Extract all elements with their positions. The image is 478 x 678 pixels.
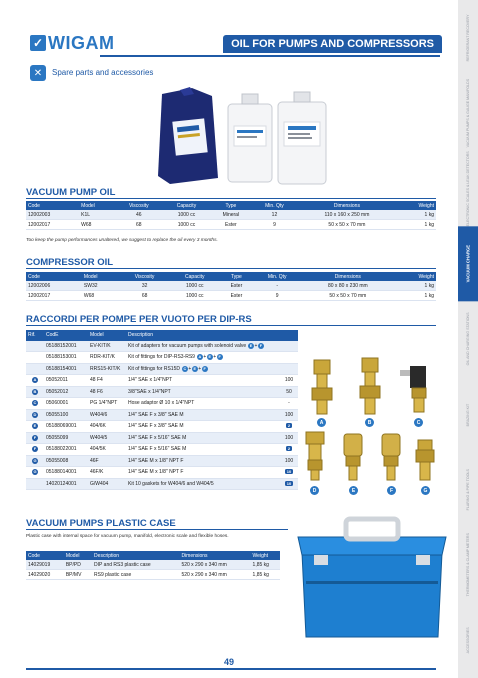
ref-letter-badge: C bbox=[33, 400, 37, 406]
cell-model: PG 1/4"NPT bbox=[88, 398, 126, 410]
kit-part-badge: E bbox=[249, 343, 253, 348]
cell-qty: - bbox=[280, 398, 298, 410]
ref-letter-badge: E bbox=[33, 423, 37, 429]
col-description: Description bbox=[92, 551, 179, 560]
page-title: OIL FOR PUMPS AND COMPRESSORS bbox=[223, 35, 442, 53]
cell-model: 404/6K bbox=[88, 421, 126, 433]
table-row bbox=[26, 220, 436, 230]
col-model: Model bbox=[88, 330, 126, 341]
cell-model: 404/5K bbox=[88, 444, 126, 456]
ref-letter-badge: D bbox=[33, 411, 37, 417]
fitting-a bbox=[312, 360, 332, 414]
cell-qty: 100 bbox=[280, 455, 298, 467]
ref-letter-badge: B bbox=[33, 388, 37, 394]
wigam-logo-icon: ✓ bbox=[30, 35, 46, 51]
col-viscosity: Viscosity bbox=[115, 201, 163, 210]
wrench-icon: ✕ bbox=[30, 65, 46, 81]
sidebar-tab[interactable]: REFRIGERANT RECOVERY bbox=[466, 14, 470, 62]
cell-viscosity: 68 bbox=[119, 291, 169, 301]
cell-capacity: 1000 cc bbox=[163, 210, 211, 220]
fitting-label-d: D bbox=[310, 486, 319, 495]
col-type: Type bbox=[220, 272, 253, 281]
cell-qty bbox=[280, 421, 298, 433]
cell-description: 3/8"SAE x 1/4"NPT bbox=[126, 386, 280, 398]
col-weight: Weight bbox=[394, 272, 436, 281]
plastic-case-description: Plastic case with internal space for vacuum pump, manifold, electronic scale and flexible hoses. bbox=[26, 534, 229, 539]
white-oil-can-1 bbox=[228, 94, 272, 182]
cell-code: 14029020 bbox=[26, 570, 64, 580]
table-row bbox=[26, 281, 436, 291]
blue-oil-jug bbox=[158, 87, 218, 184]
table-row bbox=[26, 386, 298, 398]
col-model: Model bbox=[64, 551, 92, 560]
cell-description: 1/4" SAE M x 1/8" NPT F bbox=[126, 455, 280, 467]
table-header-row bbox=[26, 330, 298, 341]
cell-rif bbox=[26, 375, 44, 387]
table-row bbox=[26, 444, 298, 456]
col-weight: Weight bbox=[251, 551, 280, 560]
page-title-bar bbox=[100, 35, 440, 57]
cell-rif bbox=[26, 409, 44, 421]
kit-part-badge: E bbox=[208, 355, 212, 360]
cell-weight: 1 kg bbox=[394, 281, 436, 291]
cell-rif bbox=[26, 363, 44, 375]
cell-code: 12002003 bbox=[26, 210, 79, 220]
cell-description: Kit of adapters for vacuum pumps with solenoid valve E + F bbox=[126, 341, 280, 352]
cell-model: EV-KIT/K bbox=[88, 341, 126, 352]
cell-model: W68 bbox=[82, 291, 120, 301]
cell-code: 14020124001 bbox=[44, 478, 88, 490]
cell-model: 46F/K bbox=[88, 467, 126, 479]
kit-part-badge: C bbox=[183, 366, 187, 371]
cell-weight: 1,85 kg bbox=[251, 570, 280, 580]
cell-rif bbox=[26, 421, 44, 433]
cell-rif bbox=[26, 341, 44, 352]
cell-qty: 100 bbox=[280, 375, 298, 387]
cell-capacity: 1000 cc bbox=[163, 220, 211, 230]
cell-code: 05052011 bbox=[44, 375, 88, 387]
fitting-c bbox=[400, 366, 426, 412]
cell-description: Kit of fittings for RS15D C + E + F bbox=[126, 363, 280, 375]
ref-letter-badge: G bbox=[33, 457, 37, 463]
col-description: Description bbox=[126, 330, 280, 341]
kit-part-badge: F bbox=[218, 355, 221, 360]
brand-name: WIGAM bbox=[48, 32, 115, 53]
cell-weight: 1 kg bbox=[394, 291, 436, 301]
cell-rif bbox=[26, 455, 44, 467]
fitting-label-g: G bbox=[421, 486, 430, 495]
fitting-d bbox=[306, 432, 324, 480]
col-rif: Rif. bbox=[26, 330, 44, 341]
cell-type: Ester bbox=[220, 291, 253, 301]
cell-description: 1/4" SAE F x 5/16" SAE M bbox=[126, 444, 280, 456]
table-row bbox=[26, 455, 298, 467]
sidebar-tab[interactable]: BRAZING KIT bbox=[466, 403, 470, 426]
col-viscosity: Viscosity bbox=[119, 272, 169, 281]
cell-description: RS9 plastic case bbox=[92, 570, 179, 580]
col-qty bbox=[280, 330, 298, 341]
cell-dimensions: 520 x 290 x 340 mm bbox=[179, 570, 250, 580]
cell-min-qty: 12 bbox=[252, 210, 298, 220]
table-row bbox=[26, 409, 298, 421]
cell-weight: 1,85 kg bbox=[251, 560, 280, 570]
cell-description: 1/4" SAE F x 5/16" SAE M bbox=[126, 432, 280, 444]
sidebar-tab[interactable]: ACCESSORIES bbox=[466, 627, 470, 654]
cell-description: 1/4" SAE M x 1/8" NPT F bbox=[126, 467, 280, 479]
cell-model: G/W404 bbox=[88, 478, 126, 490]
cell-code: 05055100 bbox=[44, 409, 88, 421]
compressor-oil-table bbox=[26, 272, 436, 301]
cell-model: BP/MV bbox=[64, 570, 92, 580]
col-weight: Weight bbox=[396, 201, 436, 210]
cell-code: 05060001 bbox=[44, 398, 88, 410]
cell-dimensions: 50 x 50 x 70 mm bbox=[301, 291, 394, 301]
cell-model: 46F bbox=[88, 455, 126, 467]
cell-description: 1/4" SAE F x 3/8" SAE M bbox=[126, 409, 280, 421]
cell-model: RRS15-KIT/K bbox=[88, 363, 126, 375]
table-row bbox=[26, 210, 436, 220]
pack-qty-badge: 10 bbox=[286, 469, 292, 475]
plastic-case-table bbox=[26, 551, 280, 580]
table-row bbox=[26, 432, 298, 444]
cell-qty: 50 bbox=[280, 386, 298, 398]
cell-model: W404/5 bbox=[88, 432, 126, 444]
cell-capacity: 1000 cc bbox=[170, 291, 220, 301]
pack-qty-badge: 2 bbox=[287, 446, 291, 452]
table-row bbox=[26, 398, 298, 410]
col-code: Code bbox=[26, 201, 79, 210]
cell-rif bbox=[26, 444, 44, 456]
cell-min-qty: 9 bbox=[253, 291, 301, 301]
cell-code: 05188152001 bbox=[44, 341, 88, 352]
cell-qty bbox=[280, 467, 298, 479]
compressor-oil-heading: COMPRESSOR OIL bbox=[26, 257, 436, 269]
cell-qty bbox=[280, 363, 298, 375]
cell-type: Mineral bbox=[210, 210, 251, 220]
cell-rif bbox=[26, 478, 44, 490]
col-capacity: Capacity bbox=[170, 272, 220, 281]
cell-min-qty: - bbox=[253, 281, 301, 291]
col-model: Model bbox=[82, 272, 120, 281]
cell-description: Kit 10 gaskets for W404/6 and W404/5 bbox=[126, 478, 280, 490]
cell-code: 05188153001 bbox=[44, 352, 88, 364]
table-row bbox=[26, 421, 298, 433]
cell-model: W404/6 bbox=[88, 409, 126, 421]
table-row bbox=[26, 478, 298, 490]
kit-part-badge: A bbox=[198, 355, 202, 360]
fitting-f bbox=[382, 434, 400, 480]
cell-code: 05188014001 bbox=[44, 467, 88, 479]
cell-description: 1/4" SAE F x 3/8" SAE M bbox=[126, 421, 280, 433]
cell-dimensions: 110 x 160 x 250 mm bbox=[297, 210, 396, 220]
col-code: CodE bbox=[44, 330, 88, 341]
col-capacity: Capacity bbox=[163, 201, 211, 210]
vacuum-pump-oil-heading: VACUUM PUMP OIL bbox=[26, 187, 436, 199]
cell-description: Kit of fittings for DIP-RS3-RS9 A + E + F bbox=[126, 352, 280, 364]
ref-letter-badge: F bbox=[33, 434, 37, 440]
cell-code: 05055008 bbox=[44, 455, 88, 467]
sidebar-tab[interactable]: VACUUM PUMPS & GAUGE MANIFOLDS bbox=[466, 78, 470, 148]
cell-code: 05052012 bbox=[44, 386, 88, 398]
cell-dimensions: 520 x 290 x 340 mm bbox=[179, 560, 250, 570]
white-oil-can-2 bbox=[278, 92, 326, 184]
kit-part-badge: F bbox=[203, 366, 206, 371]
fittings-photo bbox=[300, 340, 450, 500]
col-dimensions: Dimensions bbox=[301, 272, 394, 281]
chapter-sidebar bbox=[458, 0, 478, 678]
cell-model: K1L bbox=[79, 210, 115, 220]
cell-code: 12002017 bbox=[26, 220, 79, 230]
cell-model: RDR-KIT/K bbox=[88, 352, 126, 364]
cell-weight: 1 kg bbox=[396, 220, 436, 230]
col-code: Code bbox=[26, 551, 64, 560]
plastic-case-photo bbox=[292, 515, 452, 645]
fitting-label-c: C bbox=[414, 418, 423, 427]
col-model: Model bbox=[79, 201, 115, 210]
cell-weight: 1 kg bbox=[396, 210, 436, 220]
cell-rif bbox=[26, 352, 44, 364]
cell-description: DIP and RS3 plastic case bbox=[92, 560, 179, 570]
cell-code: 05188069001 bbox=[44, 421, 88, 433]
cell-rif bbox=[26, 432, 44, 444]
fitting-e bbox=[344, 434, 362, 480]
raccordi-heading: RACCORDI PER POMPE PER VUOTO PER DIP-RS bbox=[26, 314, 436, 326]
col-code: Code bbox=[26, 272, 82, 281]
table-row bbox=[26, 291, 436, 301]
cell-qty bbox=[280, 341, 298, 352]
cell-rif bbox=[26, 398, 44, 410]
fitting-label-a: A bbox=[317, 418, 326, 427]
raccordi-table bbox=[26, 330, 298, 490]
cell-description: 1/4" SAE x 1/4"NPT bbox=[126, 375, 280, 387]
cell-type: Ester bbox=[220, 281, 253, 291]
page-number: 49 bbox=[223, 657, 234, 667]
sidebar-tab[interactable]: VACUUM CHARGE bbox=[458, 226, 478, 301]
cell-model: SW32 bbox=[82, 281, 120, 291]
pack-qty-badge: 10 bbox=[286, 480, 292, 486]
cell-qty bbox=[280, 444, 298, 456]
cell-description: Hose adaptor Ø 10 x 1/4"NPT bbox=[126, 398, 280, 410]
table-row bbox=[26, 375, 298, 387]
cell-qty bbox=[280, 352, 298, 364]
cell-viscosity: 46 bbox=[115, 210, 163, 220]
sidebar-tab[interactable]: FLARING & PIPE TOOLS bbox=[466, 469, 470, 511]
table-row bbox=[26, 363, 298, 375]
table-header-row bbox=[26, 272, 436, 281]
ref-letter-badge: F bbox=[33, 446, 37, 452]
cell-rif bbox=[26, 386, 44, 398]
cell-code: 05188154001 bbox=[44, 363, 88, 375]
oil-containers-photo bbox=[140, 82, 340, 190]
table-header-row bbox=[26, 551, 280, 560]
sidebar-tab[interactable]: ELECTRONIC SCALES & LEAK DETECTORS bbox=[466, 150, 470, 226]
kit-part-badge: F bbox=[259, 343, 263, 348]
cell-rif bbox=[26, 467, 44, 479]
fitting-label-e: E bbox=[349, 486, 358, 495]
fitting-label-f: F bbox=[387, 486, 396, 495]
table-row bbox=[26, 341, 298, 352]
cell-qty: 100 bbox=[280, 409, 298, 421]
col-dimensions: Dimensions bbox=[179, 551, 250, 560]
cell-model: 48 F4 bbox=[88, 375, 126, 387]
cell-dimensions: 50 x 50 x 70 mm bbox=[297, 220, 396, 230]
cell-model: BP/PD bbox=[64, 560, 92, 570]
kit-part-badge: E bbox=[193, 366, 197, 371]
ref-letter-badge: A bbox=[33, 377, 37, 383]
cell-viscosity: 32 bbox=[119, 281, 169, 291]
col-min-qty: Min. Qty bbox=[252, 201, 298, 210]
col-type: Type bbox=[210, 201, 251, 210]
cell-viscosity: 68 bbox=[115, 220, 163, 230]
table-header-row bbox=[26, 201, 436, 210]
vacuum-pump-oil-table bbox=[26, 201, 436, 230]
sidebar-tab[interactable]: OIL AND CHARGING STATIONS bbox=[466, 312, 470, 366]
plastic-case-heading: VACUUM PUMPS PLASTIC CASE bbox=[26, 518, 288, 530]
cell-model: 48 F6 bbox=[88, 386, 126, 398]
oil-replacement-note: Too keep the pump performances unaltered, we suggest to replace the oil every 3 months. bbox=[26, 238, 218, 243]
cell-code: 12002017 bbox=[26, 291, 82, 301]
footer-rule bbox=[26, 668, 436, 670]
fitting-label-b: B bbox=[365, 418, 374, 427]
table-row bbox=[26, 570, 280, 580]
cell-capacity: 1000 cc bbox=[170, 281, 220, 291]
cell-code: 14029019 bbox=[26, 560, 64, 570]
cell-type: Ester bbox=[210, 220, 251, 230]
cell-code: 05188022001 bbox=[44, 444, 88, 456]
cell-dimensions: 80 x 80 x 230 mm bbox=[301, 281, 394, 291]
cell-code: 05055099 bbox=[44, 432, 88, 444]
pack-qty-badge: 2 bbox=[287, 423, 291, 429]
cell-min-qty: 9 bbox=[252, 220, 298, 230]
table-row bbox=[26, 467, 298, 479]
sidebar-tab[interactable]: THERMOMETERS & CLAMP METERS bbox=[466, 533, 470, 597]
fitting-g bbox=[416, 440, 434, 480]
raccordi-rows bbox=[26, 341, 298, 490]
cell-qty: 100 bbox=[280, 432, 298, 444]
section-label: Spare parts and accessories bbox=[52, 68, 154, 77]
table-row bbox=[26, 352, 298, 364]
table-row bbox=[26, 560, 280, 570]
fitting-b bbox=[360, 358, 380, 414]
col-min-qty: Min. Qty bbox=[253, 272, 301, 281]
col-dimensions: Dimensions bbox=[297, 201, 396, 210]
cell-code: 12002006 bbox=[26, 281, 82, 291]
ref-letter-badge: G bbox=[33, 469, 37, 475]
cell-qty bbox=[280, 478, 298, 490]
cell-model: W68 bbox=[79, 220, 115, 230]
